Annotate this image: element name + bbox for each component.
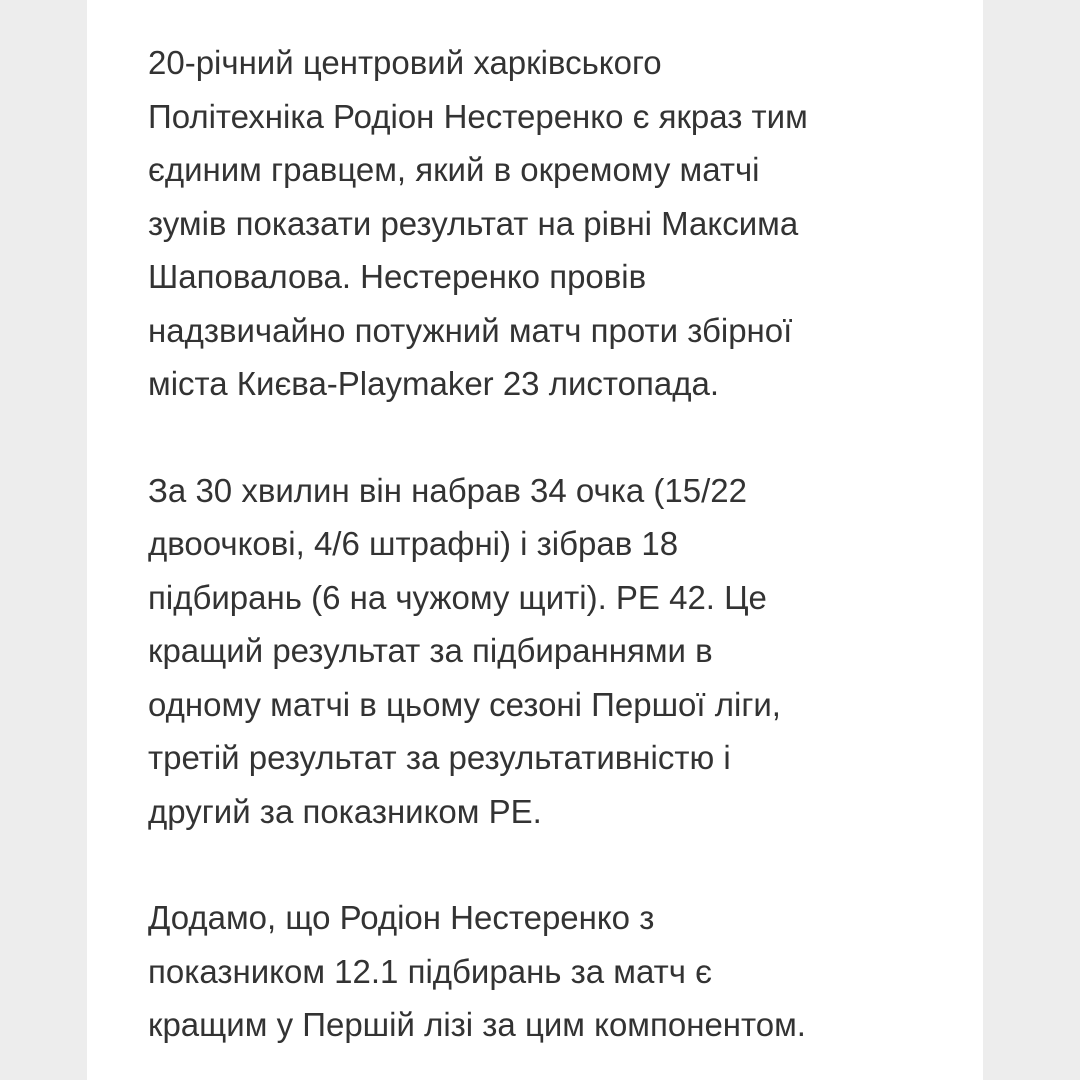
article-paragraph-1: 20-річний центровий харківського Політехніка Родіон Нестеренко є якраз тим єдиним гравцем, який в окремому матчі зумів показати результат на рівні Максима Шаповалова. Нестеренко провів надзвичайно потужний матч проти збірної міста Києва-Playmaker 23 листопада. [148,44,808,402]
article-page [87,0,983,1080]
article-body [148,36,948,1052]
article-paragraph-2: За 30 хвилин він набрав 34 очка (15/22 двоочкові, 4/6 штрафні) і зібрав 18 підбирань (6 на чужому щиті). PE 42. Це кращий результат за підбираннями в одному матчі в цьому сезоні Першої ліги, третій результат за результативністю і другий за показником PE. [148,471,781,830]
article-paragraph-3: Додамо, що Родіон Нестеренко з показником 12.1 підбирань за матч є кращим у Першій лізі за цим компонентом. [148,899,806,1043]
